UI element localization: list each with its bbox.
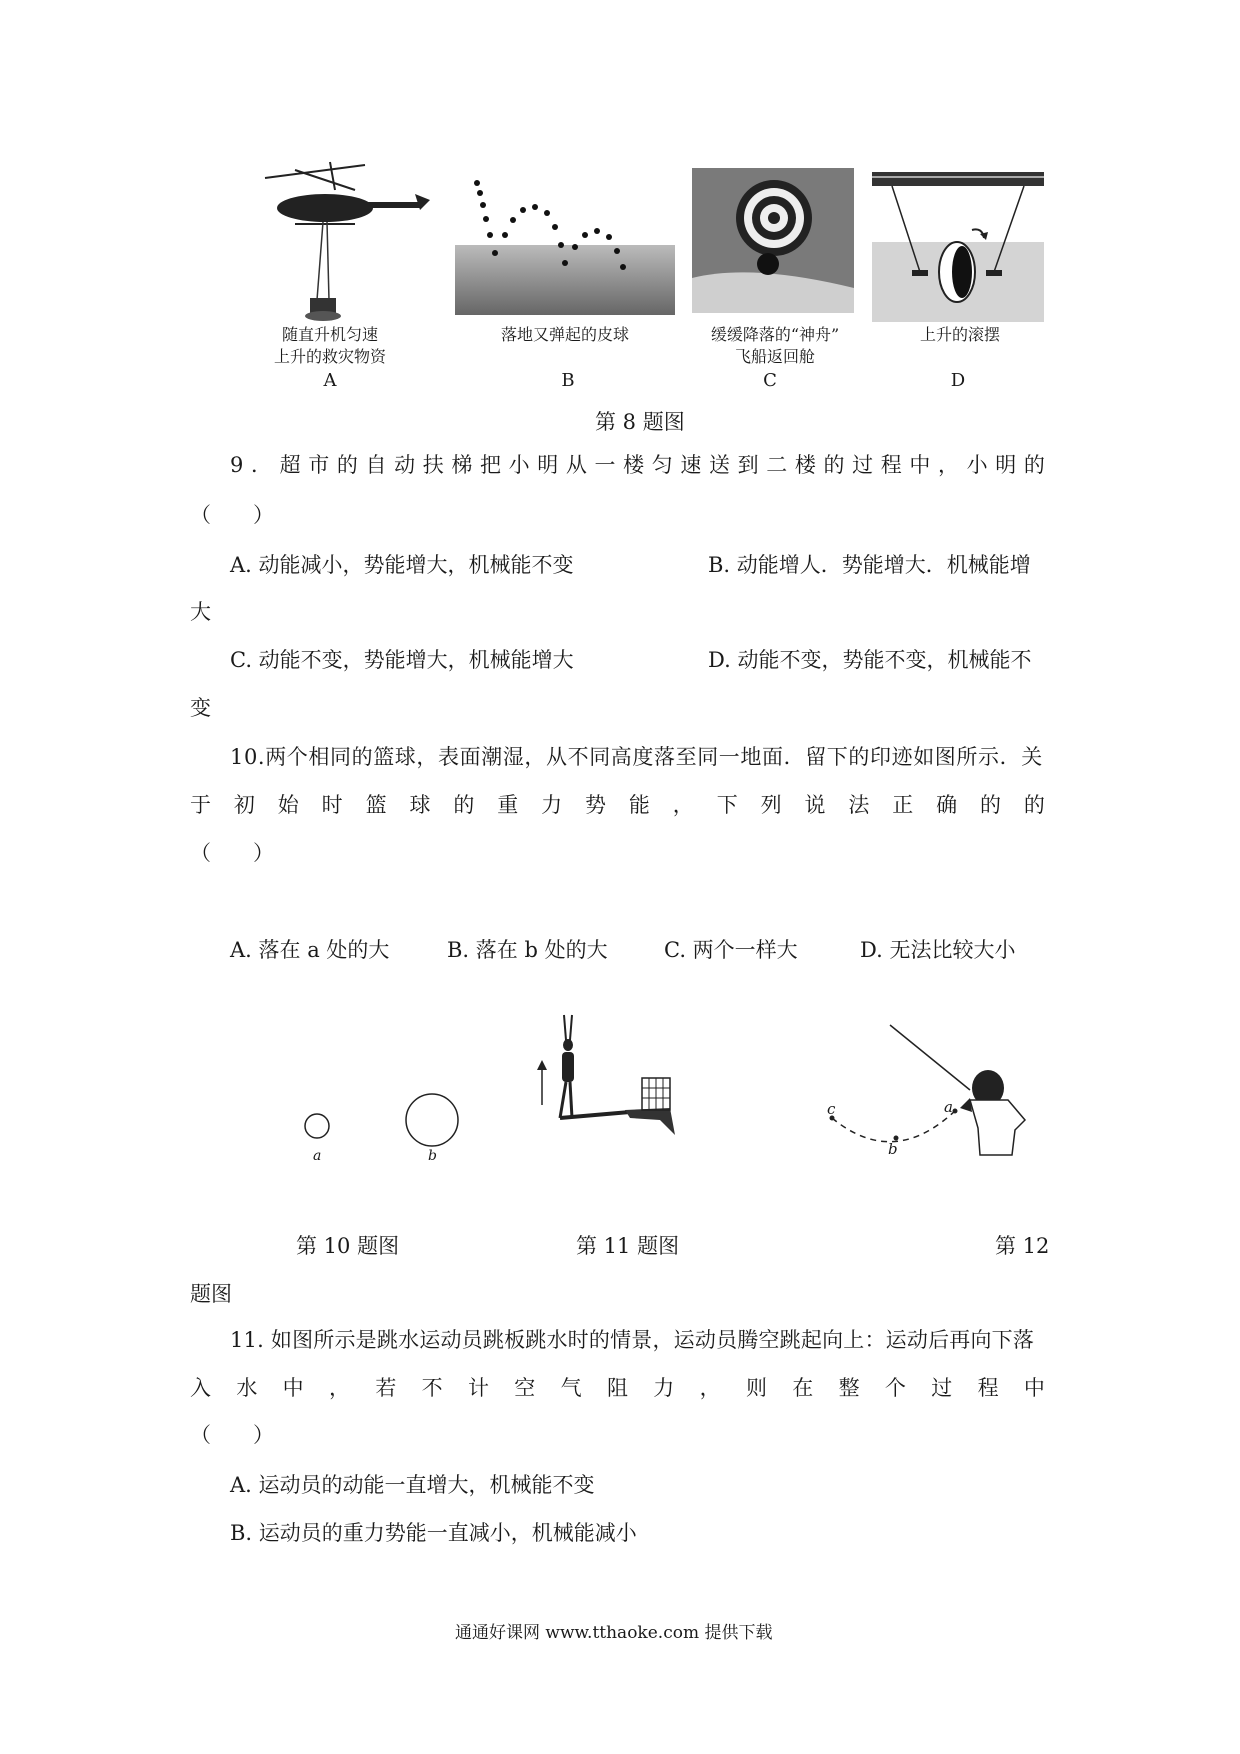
q9-option-b: B. 动能增人．势能增大．机械能增	[708, 553, 1031, 577]
q11-line2-char: 中	[282, 1376, 304, 1400]
q9-stem-char: 超	[279, 453, 301, 477]
q9-option-a: A. 动能减小，势能增大，机械能不变	[230, 553, 574, 577]
fig8-letter-d: D	[950, 370, 966, 391]
fig8-title: 第 8 题图	[595, 410, 685, 434]
q9-stem-char: 到	[737, 453, 759, 477]
q9-stem-char: 9	[230, 453, 244, 477]
q11-line2-char: 中	[1023, 1376, 1045, 1400]
q10-line2-char: 确	[936, 793, 958, 817]
q9-stem-char: 楼	[794, 453, 816, 477]
fig12-label-b: b	[888, 1140, 898, 1158]
fig8-letter-a: A	[323, 370, 337, 391]
q11-line2-char: 整	[838, 1376, 860, 1400]
q10-line2-char: 的	[453, 793, 475, 817]
q9-stem-char: 小	[966, 453, 988, 477]
q10-line2-char: 法	[848, 793, 870, 817]
q11-paren: （ ）	[190, 1423, 274, 1447]
fig12-title-part2: 题图	[190, 1282, 232, 1306]
q11-line2-char: 阻	[606, 1376, 628, 1400]
page-footer: 通通好课网 www.tthaoke.com 提供下载	[455, 1623, 773, 1643]
q10-line2-char: 于	[190, 793, 211, 817]
q11-line2-char: 计	[467, 1376, 489, 1400]
q9-stem-char: 把	[480, 453, 501, 477]
q10-line2-char: 列	[760, 793, 782, 817]
fig8-caption-a	[250, 324, 410, 368]
fig10-title: 第 10 题图	[296, 1234, 400, 1258]
fig8-caption-c-line1: 缓缓降落的“神舟”	[710, 325, 840, 344]
fig12-title-part1: 第 12	[995, 1234, 1050, 1258]
q11-option-a: A. 运动员的动能一直增大，机械能不变	[230, 1473, 595, 1497]
q9-stem-char: 明	[995, 453, 1017, 477]
q9-stem-char: 过	[852, 453, 874, 477]
q9-stem-char: 自	[365, 453, 387, 477]
q10-line2-char: 势	[585, 793, 607, 817]
q9-stem-char: 的	[336, 453, 358, 477]
q11-line2-char: 则	[745, 1376, 767, 1400]
q9-option-d-cont: 变	[190, 696, 211, 720]
fig8-helicopter-image	[255, 160, 440, 325]
q10-line2-char: 的	[980, 793, 1002, 817]
fig8-caption-d-line1: 上升的滚摆	[919, 325, 1000, 344]
q9-stem-char: ．	[251, 453, 272, 477]
q11-line2-char: 在	[792, 1376, 814, 1400]
q11-line2-char: 气	[560, 1376, 582, 1400]
q10-line2-char: 始	[277, 793, 299, 817]
fig11-title: 第 11 题图	[576, 1234, 680, 1258]
q11-line2-char: 空	[514, 1376, 536, 1400]
q11-line2-char: 水	[236, 1376, 258, 1400]
q9-paren: （ ）	[190, 503, 274, 527]
q9-stem-char: 市	[308, 453, 330, 477]
q11-line2-char: 程	[977, 1376, 999, 1400]
q9-stem-char: 楼	[623, 453, 645, 477]
fig10-label-a: a	[313, 1148, 322, 1164]
q10-line2-char: ，	[672, 793, 694, 817]
q11-option-b: B. 运动员的重力势能一直减小，机械能减小	[230, 1521, 637, 1545]
fig8-caption-b-line1: 落地又弹起的皮球	[500, 325, 629, 344]
q10-option-c: C. 两个一样大	[664, 938, 798, 962]
fig12-label-a: a	[944, 1098, 953, 1116]
q10-line2-char: 球	[409, 793, 431, 817]
q9-stem-char: 的	[823, 453, 845, 477]
q11-line2-char: 个	[884, 1376, 906, 1400]
q9-stem-char: 一	[594, 453, 616, 477]
q10-line2-char: 篮	[365, 793, 387, 817]
q10-line2-char: 力	[541, 793, 563, 817]
q10-line2-char: 的	[1023, 793, 1045, 817]
q9-stem-char: 明	[537, 453, 559, 477]
fig8-bouncing-ball-image	[455, 175, 675, 315]
q11-line2-char: 若	[375, 1376, 397, 1400]
q9-stem-char: 程	[880, 453, 902, 477]
q10-option-b: B. 落在 b 处的大	[447, 938, 608, 962]
q9-stem	[230, 450, 1045, 480]
q9-stem-char: 匀	[651, 453, 673, 477]
q9-stem-char: 二	[766, 453, 788, 477]
fig11-diver-image	[530, 1010, 690, 1170]
q11-line2-char: 入	[190, 1376, 211, 1400]
q10-line2-char: 下	[716, 793, 738, 817]
q9-stem-char: 中	[909, 453, 931, 477]
q10-line2	[190, 790, 1045, 820]
fig8-maxwell-wheel-image	[872, 172, 1044, 322]
q10-line2-char: 初	[233, 793, 255, 817]
q10-paren: （ ）	[190, 841, 274, 865]
q9-stem-char: 小	[508, 453, 530, 477]
fig12-pendulum-image	[820, 1020, 1050, 1170]
q11-line2	[190, 1373, 1045, 1403]
q10-line1: 10.两个相同的篮球，表面潮湿，从不同高度落至同一地面．留下的印迹如图所示．关	[230, 745, 1043, 769]
q10-line2-char: 重	[497, 793, 519, 817]
q9-stem-char: 速	[680, 453, 702, 477]
fig8-caption-d	[880, 324, 1040, 346]
q11-line2-char: 力	[653, 1376, 675, 1400]
fig8-caption-a-line2: 上升的救灾物资	[273, 347, 386, 366]
q10-line2-char: 时	[321, 793, 343, 817]
fig8-letter-c: C	[763, 370, 777, 391]
q9-stem-char: ，	[938, 453, 959, 477]
fig10-label-b: b	[428, 1148, 437, 1164]
q10-line2-char: 正	[892, 793, 914, 817]
q9-stem-char: 从	[565, 453, 587, 477]
fig8-caption-c	[695, 324, 855, 368]
q10-line2-char: 说	[804, 793, 826, 817]
fig12-label-c: c	[827, 1100, 836, 1118]
q11-line2-char: 过	[931, 1376, 953, 1400]
fig8-caption-b	[485, 324, 645, 346]
q9-option-c: C. 动能不变，势能增大，机械能增大	[230, 648, 574, 672]
q9-option-b-cont: 大	[190, 600, 211, 624]
q10-line2-char: 能	[628, 793, 650, 817]
q9-option-d: D. 动能不变，势能不变，机械能不	[708, 648, 1032, 672]
q9-stem-char: 动	[394, 453, 416, 477]
q9-stem-char: 送	[709, 453, 730, 477]
fig8-caption-c-line2: 飞船返回舱	[734, 347, 815, 366]
q9-stem-char: 扶	[422, 453, 444, 477]
q11-line2-char: ，	[699, 1376, 721, 1400]
q10-option-d: D. 无法比较大小	[860, 938, 1016, 962]
q10-option-a: A. 落在 a 处的大	[230, 938, 390, 962]
q11-line2-char: ，	[328, 1376, 350, 1400]
q9-stem-char: 梯	[451, 453, 473, 477]
fig10-circles-image	[295, 1090, 475, 1190]
q11-line2-char: 不	[421, 1376, 443, 1400]
fig8-capsule-image	[692, 168, 854, 313]
fig8-caption-a-line1: 随直升机匀速	[281, 325, 378, 344]
q11-line1: 11. 如图所示是跳水运动员跳板跳水时的情景，运动员腾空跳起向上：运动后再向下落	[230, 1328, 1035, 1352]
fig8-letter-b: B	[561, 370, 575, 391]
q9-stem-char: 的	[1023, 453, 1045, 477]
